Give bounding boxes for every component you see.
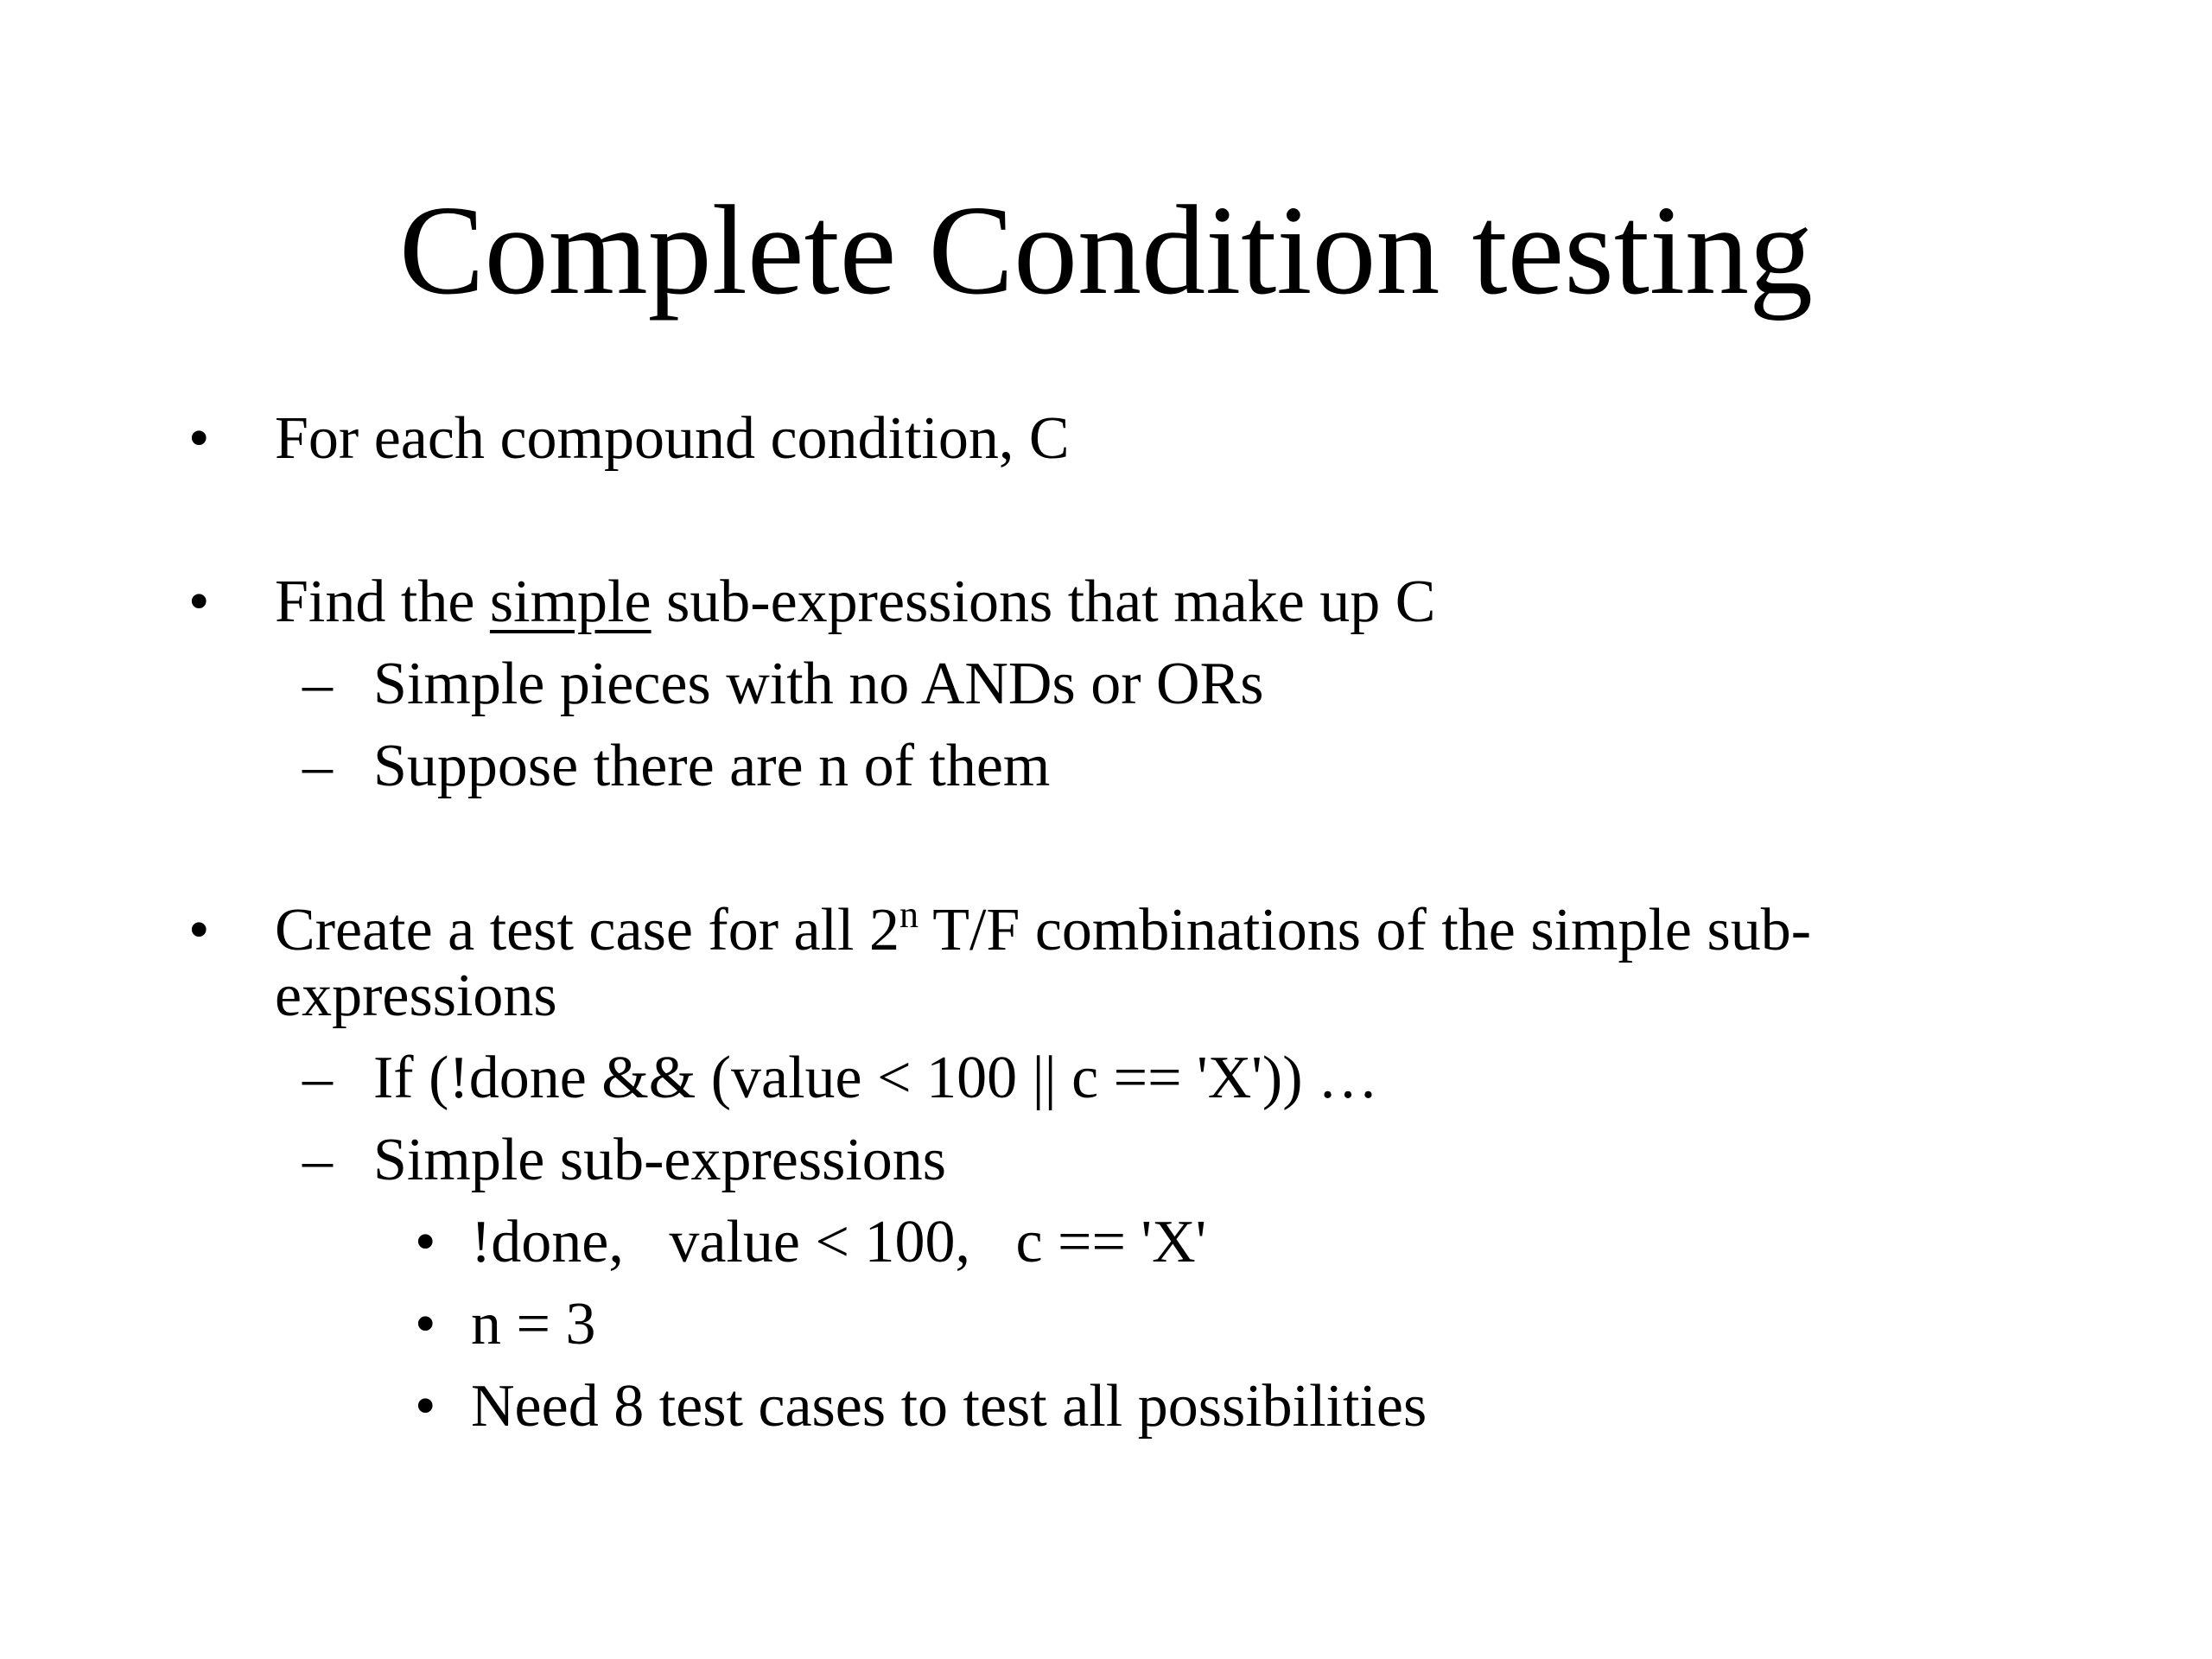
bullet-find-simple <box>275 568 1435 637</box>
sub-sub-item-eight-test-cases: Need 8 test cases to test all possibilities <box>471 1373 1427 1440</box>
text-segment: Create a test case for all 2 <box>275 897 899 963</box>
bullet-marker: • <box>415 1209 436 1275</box>
dash-marker: – <box>302 1045 333 1111</box>
bullet-marker: • <box>415 1291 436 1357</box>
text-segment: T/F combinations of the simple sub- <box>918 897 1812 963</box>
bullet-create-test-case <box>275 893 1812 965</box>
dash-marker: – <box>302 651 333 717</box>
sub-item-if-expression: If (!done && (value < 100 || c == 'X')) … <box>373 1045 1379 1111</box>
superscript-n: n <box>899 893 918 936</box>
sub-sub-item-n-equals-3: n = 3 <box>471 1291 596 1357</box>
dash-marker: – <box>302 1127 333 1193</box>
text-segment: sub-expressions that make up C <box>651 569 1436 635</box>
dash-marker: – <box>302 733 333 799</box>
text-segment: Find the <box>275 569 490 635</box>
bullet-compound-condition: For each compound condition, C <box>275 405 1070 472</box>
sub-item-simple-pieces: Simple pieces with no ANDs or ORs <box>373 651 1264 717</box>
bullet-marker: • <box>188 405 210 472</box>
bullet-create-test-case-continuation: expressions <box>275 963 557 1029</box>
bullet-marker: • <box>188 897 210 963</box>
bullet-marker: • <box>188 569 210 635</box>
sub-item-suppose-n: Suppose there are n of them <box>373 733 1051 799</box>
sub-item-simple-subexpressions: Simple sub-expressions <box>373 1127 947 1193</box>
slide-title: Complete Condition testing <box>398 180 1814 321</box>
bullet-marker: • <box>415 1373 436 1440</box>
sub-sub-item-expressions-list: !done, value < 100, c == 'X' <box>471 1209 1207 1275</box>
underlined-simple: simple <box>489 569 652 635</box>
